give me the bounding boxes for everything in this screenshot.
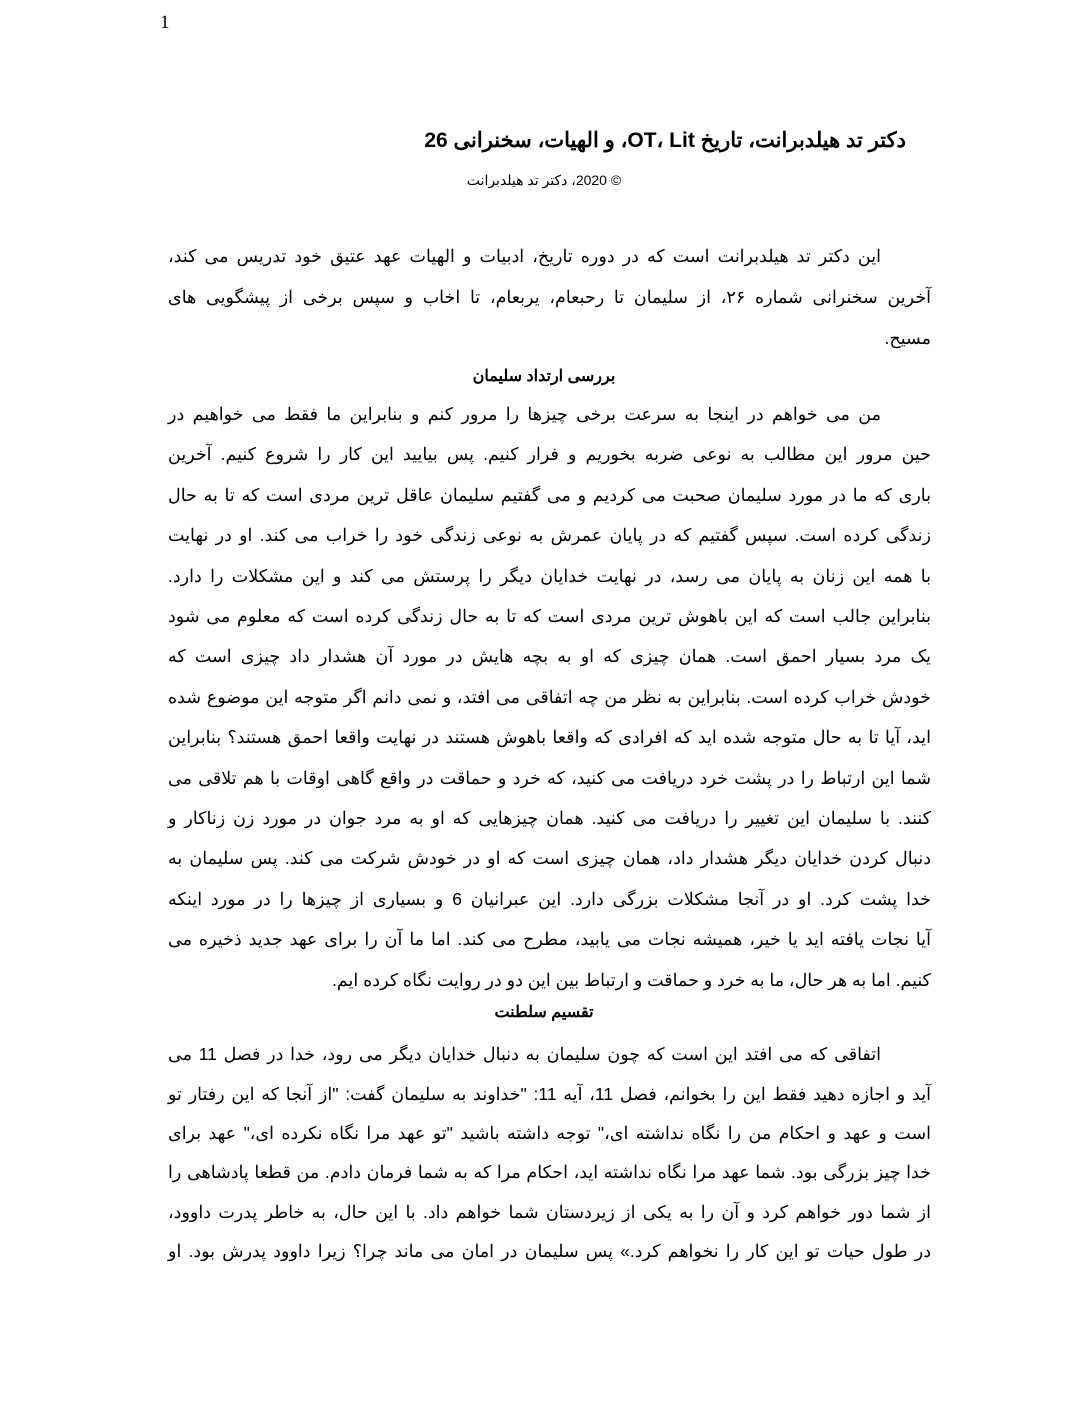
text-line: بنابراین جالب است که این باهوش ترین مردی است که تا به حال زندگی کرده است که معلوم می شود <box>168 606 931 626</box>
text-line: این دکتر تد هیلدبرانت است که در دوره تاریخ، ادبیات و الهیات عهد عتیق خود تدریس می کند، <box>168 246 881 266</box>
section-heading: بررسی ارتداد سلیمان <box>472 368 616 385</box>
text-line: زندگی کرده است. سپس گفتیم که در پایان عمرش به نوعی زندگی خود را خراب می کند. او در نهایت <box>168 525 931 545</box>
text-line: خدا چیز بزرگی بود. شما عهد مرا نگاه نداشته اید، احکام مرا که به شما فرمان دادم. من قطعا پادشاهی را <box>168 1162 931 1182</box>
text-line: من می خواهم در اینجا به سرعت برخی چیزها را مرور کنم و بنابراین ما فقط می خواهیم در <box>168 404 881 424</box>
text-line: دنبال کردن خدایان دیگر هشدار داد، همان چیزی است که او در خودش شرکت می کند. پس سلیمان به <box>168 848 931 868</box>
text-line: حین مرور این مطالب به نوعی ضربه بخوریم و فرار کنیم. پس بیایید این کار را شروع کنیم. آخرین <box>168 444 931 464</box>
text-line: در طول حیات تو این کار را نخواهم کرد.» پس سلیمان در امان می ماند چرا؟ زیرا داوود پدرش بود. او <box>168 1241 932 1261</box>
text-line: یک مرد بسیار احمق است. همان چیزی که او به بچه هایش در مورد آن هشدار داد چیزی است که <box>168 646 931 666</box>
copyright-line: © 2020، دکتر تد هیلدبرانت <box>466 172 622 188</box>
text-line: با همه این زنان به پایان می رسد، در نهایت خدایان دیگر را پرستش می کند و این مشکلات را دارد. <box>168 566 931 586</box>
text-line: کنیم. اما به هر حال، ما به خرد و حماقت و ارتباط بین این دو در روایت نگاه کرده ایم. <box>332 970 931 990</box>
text-line: آخرین سخنرانی شماره ۲۶، از سلیمان تا رحبعام، یربعام، تا اخاب و سپس برخی از پیشگویی های <box>168 287 931 307</box>
text-line: کنند. با سلیمان این تغییر را دریافت می کنید. همان چیزهایی که او به مرد جوان در مورد زن زناکار و <box>168 808 931 828</box>
text-line: آید و اجازه دهید فقط این را بخوانم، فصل 11، آیه 11: "خداوند به سلیمان گفت: "از آنجا که این رفتار تو <box>168 1084 931 1104</box>
text-line: شما این ارتباط را در پشت خرد دریافت می کنید، که خرد و حماقت در واقع گاهی اوقات با هم تلاقی می <box>168 768 931 788</box>
text-line: باری که ما در مورد سلیمان صحبت می کردیم و می گفتیم سلیمان عاقل ترین مردی است که تا به حال <box>168 485 931 505</box>
text-line: خدا پشت کرد. او در آنجا مشکلات بزرگی دارد. این عبرانیان 6 و بسیاری از چیزها را در مورد اینکه <box>168 889 931 909</box>
text-line: اتفاقی که می افتد این است که چون سلیمان به دنبال خدایان دیگر می رود، خدا در فصل 11 می <box>168 1044 881 1064</box>
text-line: است و عهد و احکام من را نگاه نداشته ای،" توجه داشته باشید "تو عهد مرا نگاه نکرده ای،" عهد برای <box>168 1123 931 1143</box>
text-line: اید، آیا تا به حال متوجه شده اید که افرادی که واقعا باهوش هستند در نهایت واقعا احمق هستند؟ بنابراین <box>168 727 931 747</box>
text-line: خودش خراب کرده است. بنابراین به نظر من چه اتفاقی می افتد، و نمی دانم اگر متوجه این موضوع شده <box>168 687 931 707</box>
text-line: مسیح. <box>884 328 931 348</box>
text-line: از شما دور خواهم کرد و آن را به یکی از زیردستان شما خواهم داد. با این حال، به خاطر پدرت داوود، <box>168 1202 931 1222</box>
document-title: دکتر تد هیلدبرانت، تاریخ OT، Lit، و الهیات، سخنرانی 26 <box>424 129 906 152</box>
text-line: آیا نجات یافته اید یا خیر، همیشه نجات می یابید، مطرح می کند. اما ما آن را برای عهد جدید ذخیره می <box>168 929 931 949</box>
section-heading: تقسیم سلطنت <box>494 1004 594 1021</box>
page-number: 1 <box>160 12 170 33</box>
